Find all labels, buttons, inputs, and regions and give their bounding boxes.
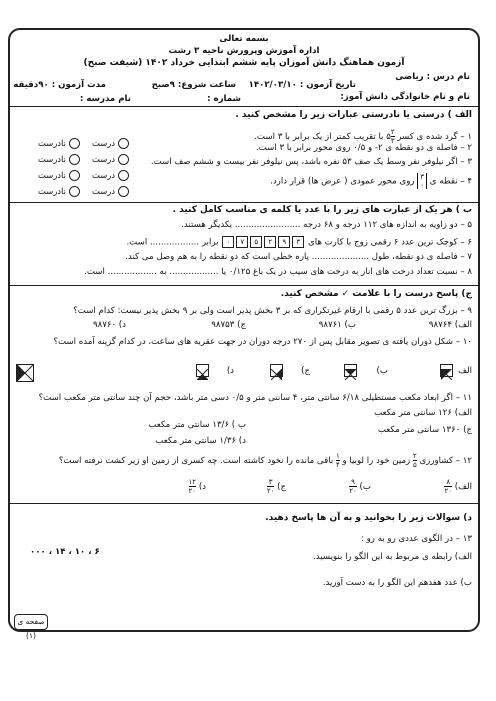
digit-card: ۵ <box>250 236 262 248</box>
q12-option-d-fraction <box>189 478 197 495</box>
q12-option-c-num: ۳ <box>268 478 273 486</box>
question-9: ۹ – بزرگ ترین عدد ۵ رقمی با ارقام غیرتکراری که بر ۳ بخش پذیر است ولی بر ۹ بخش پذیر نیست: کدام است؟ <box>73 306 472 316</box>
question-12 <box>59 452 472 469</box>
section-c-title: ج) پاسخ درست را با علامت ✓ مشخص کنید. <box>280 289 472 299</box>
q11-option-d[interactable]: د) ۱/۳۶ سانتی متر مکعب <box>155 436 246 446</box>
q10-option-c-shape[interactable] <box>270 364 283 377</box>
q4-coordinate-values <box>420 173 424 189</box>
q12-option-d-label: د) <box>198 482 206 492</box>
true-label: درست <box>92 154 116 164</box>
q12-option-b-den: ۲۰ <box>349 487 357 495</box>
q4-text-post: روی محور عمودی ( عرض ها) قرار دارد. <box>270 176 415 187</box>
q12-option-c-den: ۲۰ <box>266 487 275 495</box>
q9-option-d[interactable]: د) ۹۸۷۶۰ <box>92 320 126 330</box>
q12-option-c[interactable] <box>267 478 286 495</box>
question-11: ۱۱ – اگر ابعاد مکعب مستطیلی ۶/۱۸ سانتی متر، ۴ سانتی متر و ۰/۵ دسی متر باشد، حجم آن چند سانتی متر مکعب است؟ <box>38 393 472 403</box>
q10-option-b-label[interactable]: ب) <box>376 366 388 376</box>
true-label: درست <box>92 186 116 196</box>
header-office: اداره آموزش وپرورش ناحیه ۳ رشت <box>168 46 320 56</box>
q12-option-a[interactable] <box>444 478 472 495</box>
section-c-divider <box>10 503 478 504</box>
q4-text-pre: ۴ – نقطه ی <box>429 176 472 187</box>
question-3: ۳ – اگر نیلوفر نفر وسط یک صف ۵۳ نفره باشد، پس نیلوفر نفر بیست و ششم صف است. <box>150 157 472 167</box>
section-b-title: ب ) هر یک از عبارت های زیر را با عدد یا کلمه ی مناسب کامل کنید . <box>172 205 472 215</box>
digit-card: ۲ <box>264 236 276 248</box>
q12-option-a-num: ۸ <box>446 478 451 486</box>
section-a-divider <box>10 202 478 203</box>
header-bismillah: بسمه تعالی <box>219 34 269 44</box>
q10-option-b-shape[interactable] <box>344 364 357 377</box>
q6-text-pre: ۶ – کوچک ترین عدد ۶ رقمی زوج با کارت های <box>307 237 472 248</box>
q12-frac2-den: ۴ <box>335 461 340 469</box>
question-2: ۲ – فاصله ی دو نقطه ی ۲- و ۰/۵ روی محور برابر با ۳ است. <box>255 143 472 153</box>
q12-frac1-den: ۵ <box>412 461 417 469</box>
q4-coordinate <box>417 173 427 189</box>
q12-option-b-fraction <box>349 478 357 495</box>
school-name-label: نام مدرسه : <box>79 94 131 104</box>
section-b-divider <box>10 285 478 286</box>
q10-option-c-label[interactable]: ج) <box>301 366 310 376</box>
q12-text-mid: زمین خود را لوبیا و <box>342 456 411 466</box>
q12-text-post: باقی مانده را نخود کاشته است. چه کسری از زمین او زیر کشت نرفته است؟ <box>58 456 334 466</box>
student-name-label: نام و نام خانوادگی دانش آموز: <box>340 92 470 102</box>
q4-x: ۳ <box>420 173 425 181</box>
radio-circle-icon[interactable] <box>69 154 80 165</box>
radio-circle-icon[interactable] <box>69 170 80 181</box>
q11-option-b[interactable]: ب ) ۱۳/۶ سانتی متر مکعب <box>148 420 246 430</box>
false-label: نادرست <box>38 154 66 164</box>
q1-text-post: با تقریب کمتر از یک برابر با ۳ است. <box>254 132 384 142</box>
true-label: درست <box>92 170 116 180</box>
q12-fraction-beans <box>413 452 417 469</box>
radio-circle-icon[interactable] <box>118 170 129 181</box>
radio-circle-icon[interactable] <box>118 186 129 197</box>
header-divider <box>10 106 478 107</box>
q9-option-a[interactable]: الف) ۹۸۷۶۴ <box>428 320 472 330</box>
false-label: نادرست <box>38 170 66 180</box>
question-13: ۱۳ – در الگوی عددی رو به رو : <box>361 534 472 544</box>
question-10: ۱۰ – شکل دوران یافته ی تصویر مقابل پس از ۲۷۰ درجه دوران در جهت عقربه های ساعت، در کدام گزینه آمده است؟ <box>53 337 472 347</box>
q12-option-b-num: ۹ <box>351 478 355 486</box>
q9-option-c[interactable]: ج) ۹۸۷۵۳ <box>211 320 246 330</box>
section-d-title: د) سوالات زیر را بخوانید و به آن ها پاسخ دهید. <box>265 513 472 523</box>
q10-reference-shape <box>16 364 34 382</box>
question-6 <box>126 236 472 249</box>
q12-option-c-fraction <box>267 478 275 495</box>
q6-cards <box>219 238 306 248</box>
q1-false-option[interactable] <box>38 138 80 149</box>
q12-option-d-den: ۲۰ <box>188 487 197 495</box>
radio-circle-icon[interactable] <box>118 154 129 165</box>
exam-date: تاریخ آزمون : ۱۴۰۲/۰۳/۱۰ <box>248 80 356 90</box>
q12-text-pre: ۱۲ – کشاورزی <box>419 456 472 466</box>
q12-option-a-fraction <box>444 478 452 495</box>
q10-option-d-shape[interactable] <box>196 364 209 377</box>
q4-false-option[interactable] <box>38 186 80 197</box>
q13-sequence: ۶ ، ۱۰ ، ۱۴ ، ۰۰۰ <box>30 547 100 557</box>
q4-true-option[interactable] <box>92 186 129 197</box>
q3-false-option[interactable] <box>38 170 80 181</box>
q10-option-a-label[interactable]: الف <box>458 366 472 376</box>
q12-option-d[interactable] <box>189 478 206 495</box>
exam-duration: مدت آزمون : ۹۰دقیقه <box>13 80 106 90</box>
page-number-badge: صفحه ی (۱) <box>14 614 48 630</box>
q2-true-option[interactable] <box>92 154 129 165</box>
q12-option-c-label: ج) <box>277 482 286 492</box>
q9-option-b[interactable]: ب) ۹۸۷۶۱ <box>318 320 356 330</box>
q12-option-b-label: ب) <box>359 482 371 492</box>
q13-part-a: الف) رابطه ی مربوط به این الگو را بنویسید. <box>313 552 472 562</box>
q11-option-c[interactable]: ج) ۱۳۶۰ سانتی متر مکعب <box>377 425 472 435</box>
q12-option-a-den: ۲۰ <box>444 487 452 495</box>
digit-card: ۳ <box>292 236 304 248</box>
q1-fraction-denominator: ۳ <box>390 137 395 145</box>
q1-whole-part: ۵ <box>386 132 391 142</box>
q12-option-a-label: الف) <box>454 482 472 492</box>
false-label: نادرست <box>38 186 66 196</box>
section-a-title: الف ) درستی یا نادرستی عبارات زیر را مشخص کنید . <box>235 110 472 120</box>
q3-true-option[interactable] <box>92 170 129 181</box>
question-7: ۷ – فاصله ی دو نقطه، طول ..................... پاره خطی است که دو نقطه را به هم وصل می کند. <box>125 252 472 262</box>
radio-circle-icon[interactable] <box>118 138 129 149</box>
subject-label: نام درس : ریاضی <box>395 72 470 82</box>
digit-card: ۷ <box>236 236 248 248</box>
header-exam-title: آزمون هماهنگ دانش آموزان پایه ششم ابتدایی خرداد ۱۴۰۲ (شیفت صبح) <box>83 58 405 68</box>
q12-frac2-num: ۱ <box>335 452 340 460</box>
true-label: درست <box>92 138 116 148</box>
q2-false-option[interactable] <box>38 154 80 165</box>
q12-option-b[interactable] <box>349 478 371 495</box>
student-number-label: شماره : <box>207 94 241 104</box>
q12-fraction-chickpeas <box>336 452 340 469</box>
q13-part-b: ب) عدد هفدهم این الگو را به دست آورید. <box>322 578 472 588</box>
radio-circle-icon[interactable] <box>69 138 80 149</box>
q12-option-d-num: ۱۲ <box>188 478 197 486</box>
question-8: ۸ – نسبت تعداد درخت های انار به درخت های سیب در یک باغ ۰/۱۲۵ یا .................. به .................. است. <box>84 267 472 277</box>
digit-card: ۰ <box>222 236 234 248</box>
digit-card: ۹ <box>278 236 290 248</box>
q6-text-post: برابر .................. است. <box>126 237 219 248</box>
q10-option-a-shape[interactable] <box>440 364 453 377</box>
radio-circle-icon[interactable] <box>69 186 80 197</box>
q11-option-a[interactable]: الف) ۱۲۶ سانتی متر مکعب <box>374 408 472 418</box>
q12-frac1-num: ۲ <box>412 452 417 460</box>
false-label: نادرست <box>38 138 66 148</box>
q1-text-pre: ۱ – گرد شده ی کسر <box>397 132 472 142</box>
q1-true-option[interactable] <box>92 138 129 149</box>
q4-y: ۰ <box>420 181 425 189</box>
question-5: ۵ – دو زاویه به اندازه های ۱۱۲ درجه و ۶۸ درجه ........................ یکدیگر هستند. <box>181 220 472 230</box>
question-4 <box>270 173 472 189</box>
q10-option-d-label[interactable]: د) <box>226 366 234 376</box>
exam-start-time: ساعت شروع: ۹صبح <box>151 80 236 90</box>
q1-fraction-numerator: ۲ <box>390 128 395 136</box>
